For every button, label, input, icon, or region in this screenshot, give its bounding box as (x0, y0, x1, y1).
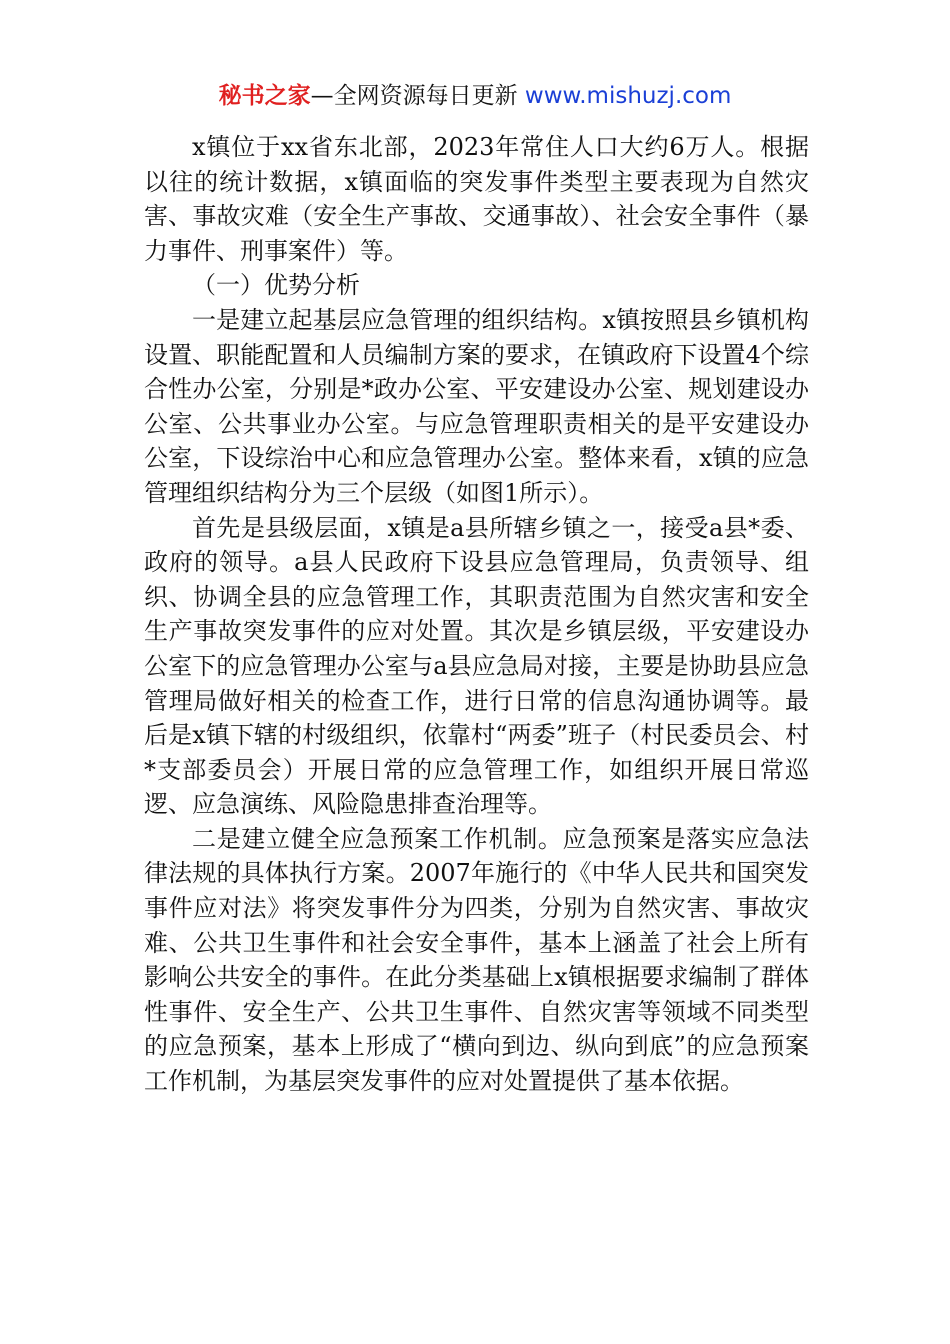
paragraph-organization-structure: 一是建立起基层应急管理的组织结构。x镇按照县乡镇机构设置、职能配置和人员编制方案的要求，在镇政府下设置4个综合性办公室，分别是*政办公室、平安建设办公室、规划建设办公室、公共事业办公室。与应急管理职责相关的是平安建设办公室，下设综治中心和应急管理办公室。整体来看，x镇的应急管理组织结构分为三个层级（如图1所示）。 (144, 305, 809, 507)
paragraph-emergency-plan-mechanism: 二是建立健全应急预案工作机制。应急预案是落实应急法律法规的具体执行方案。2007年施行的《中华人民共和国突发事件应对法》将突发事件分为四类，分别为自然灾害、事故灾难、公共卫生事件和社会安全事件，基本上涵盖了社会上所有影响公共安全的事件。在此分类基础上x镇根据要求编制了群体性事件、安全生产、公共卫生事件、自然灾害等领域不同类型的应急预案，基本上形成了“横向到边、纵向到底”的应急预案工作机制，为基层突发事件的应对处置提供了基本依据。 (144, 824, 809, 1096)
document-body (144, 130, 809, 1099)
page-header (0, 80, 950, 112)
section-heading-advantage-analysis: （一）优势分析 (192, 271, 360, 300)
paragraph-three-levels: 首先是县级层面，x镇是a县所辖乡镇之一，接受a县*委、政府的领导。a县人民政府下设县应急管理局，负责领导、组织、协调全县的应急管理工作，其职责范围为自然灾害和安全生产事故突发事件的应对处置。其次是乡镇层级，平安建设办公室下的应急管理办公室与a县应急局对接，主要是协助县应急管理局做好相关的检查工作，进行日常的信息沟通协调等。最后是x镇下辖的村级组织，依靠村“两委”班子（村民委员会、村*支部委员会）开展日常的应急管理工作，如组织开展日常巡逻、应急演练、风险隐患排查治理等。 (144, 513, 809, 819)
paragraph-intro: x镇位于xx省东北部，2023年常住人口大约6万人。根据以往的统计数据，x镇面临的突发事件类型主要表现为自然灾害、事故灾难（安全生产事故、交通事故）、社会安全事件（暴力事件、刑事案件）等。 (144, 133, 809, 265)
header-slogan: —全网资源每日更新 (310, 83, 518, 109)
header-url-link[interactable]: www.mishuzj.com (524, 83, 732, 109)
brand-name: 秘书之家 (218, 83, 311, 109)
